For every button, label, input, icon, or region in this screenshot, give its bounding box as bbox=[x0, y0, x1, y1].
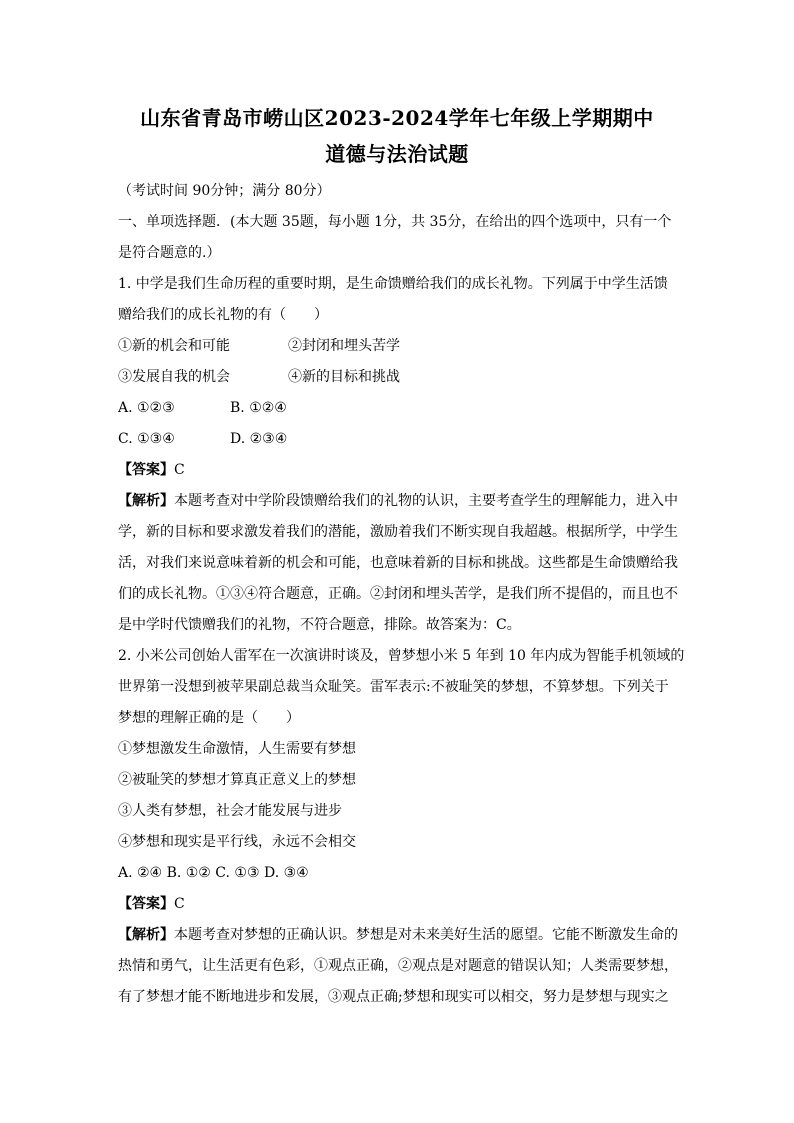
q1-options-row1 bbox=[118, 393, 676, 424]
q1-analysis-line4: 们的成长礼物。①③④符合题意，正确。②封闭和埋头苦学，是我们所不提倡的，而且也不 bbox=[118, 586, 678, 602]
q2-item-4: ④梦想和现实是平行线，永远不会相交 bbox=[118, 834, 356, 850]
q2-answer-value: C bbox=[174, 896, 185, 912]
q1-analysis-line2: 学，新的目标和要求激发着我们的潜能，激励着我们不断实现自我超越。根据所学，中学生 bbox=[118, 524, 678, 540]
q2-options: A. ②④ B. ①② C. ①③ D. ③④ bbox=[118, 865, 309, 881]
q1-item-2: ②封闭和埋头苦学 bbox=[288, 338, 400, 354]
q1-analysis-line1 bbox=[118, 486, 676, 517]
q2-stem-line1: 2. 小米公司创始人雷军在一次演讲时谈及，曾梦想小米 5 年到 10 年内成为智能手机领域的 bbox=[118, 648, 685, 664]
q1-options-row2 bbox=[118, 424, 676, 455]
q2-answer bbox=[118, 889, 676, 920]
q1-items-row1 bbox=[118, 331, 676, 362]
q2-stem-line2: 世界第一没想到被苹果副总裁当众耻笑。雷军表示:不被耻笑的梦想，不算梦想。下列关于 bbox=[118, 679, 669, 695]
q1-stem-line2: 赠给我们的成长礼物的有（ ） bbox=[118, 307, 328, 323]
q1-item-1: ①新的机会和可能 bbox=[118, 338, 230, 354]
q1-option-d: D. ②③④ bbox=[230, 431, 288, 447]
q1-answer-label: 【答案】 bbox=[118, 462, 174, 478]
q2-analysis-line2: 热情和勇气，让生活更有色彩，①观点正确，②观点是对题意的错误认知；人类需要梦想， bbox=[118, 958, 678, 974]
q2-analysis-line3: 有了梦想才能不断地进步和发展，③观点正确;梦想和现实可以相交，努力是梦想与现实之 bbox=[118, 989, 669, 1005]
q1-analysis-label: 【解析】 bbox=[118, 493, 174, 509]
q2-analysis-line1 bbox=[118, 920, 676, 951]
q1-stem-line1: 1. 中学是我们生命历程的重要时期，是生命馈赠给我们的成长礼物。下列属于中学生活馈 bbox=[118, 276, 668, 292]
q2-item-1: ①梦想激发生命激情，人生需要有梦想 bbox=[118, 741, 356, 757]
q1-option-a: A. ①②③ bbox=[118, 400, 175, 416]
q1-item-3: ③发展自我的机会 bbox=[118, 369, 230, 385]
q2-stem-line3: 梦想的理解正确的是（ ） bbox=[118, 710, 300, 726]
q1-analysis-text-1: 本题考查对中学阶段馈赠给我们的礼物的认识，主要考查学生的理解能力，进入中 bbox=[174, 493, 678, 509]
q2-item-2: ②被耻笑的梦想才算真正意义上的梦想 bbox=[118, 772, 356, 788]
q2-analysis-text-1: 本题考查对梦想的正确认识。梦想是对未来美好生活的愿望。它能不断激发生命的 bbox=[174, 927, 678, 943]
q2-analysis-label: 【解析】 bbox=[118, 927, 174, 943]
q2-answer-label: 【答案】 bbox=[118, 896, 174, 912]
q1-analysis-line3: 活，对我们来说意味着新的机会和可能，也意味着新的目标和挑战。这些都是生命馈赠给我 bbox=[118, 555, 678, 571]
q1-answer-value: C bbox=[174, 462, 185, 478]
section-heading-line2: 是符合题意的.） bbox=[118, 245, 221, 261]
q1-analysis-line5: 是中学时代馈赠我们的礼物，不符合题意，排除。故答案为：C。 bbox=[118, 617, 521, 633]
q2-item-3: ③人类有梦想，社会才能发展与进步 bbox=[118, 803, 342, 819]
document-title-line1: 山东省青岛市崂山区2023-2024学年七年级上学期期中 bbox=[140, 106, 654, 130]
document-title-line2: 道德与法治试题 bbox=[325, 142, 469, 166]
exam-info: （考试时间 90分钟；满分 80分） bbox=[118, 183, 331, 199]
q1-items-row2 bbox=[118, 362, 676, 393]
section-heading-line1: 一、单项选择题．(本大题 35题，每小题 1分，共 35分，在给出的四个选项中，只有一个 bbox=[118, 214, 672, 230]
q1-option-b: B. ①②④ bbox=[230, 400, 287, 416]
q1-item-4: ④新的目标和挑战 bbox=[288, 369, 400, 385]
q1-answer bbox=[118, 455, 676, 486]
q1-option-c: C. ①③④ bbox=[118, 431, 175, 447]
